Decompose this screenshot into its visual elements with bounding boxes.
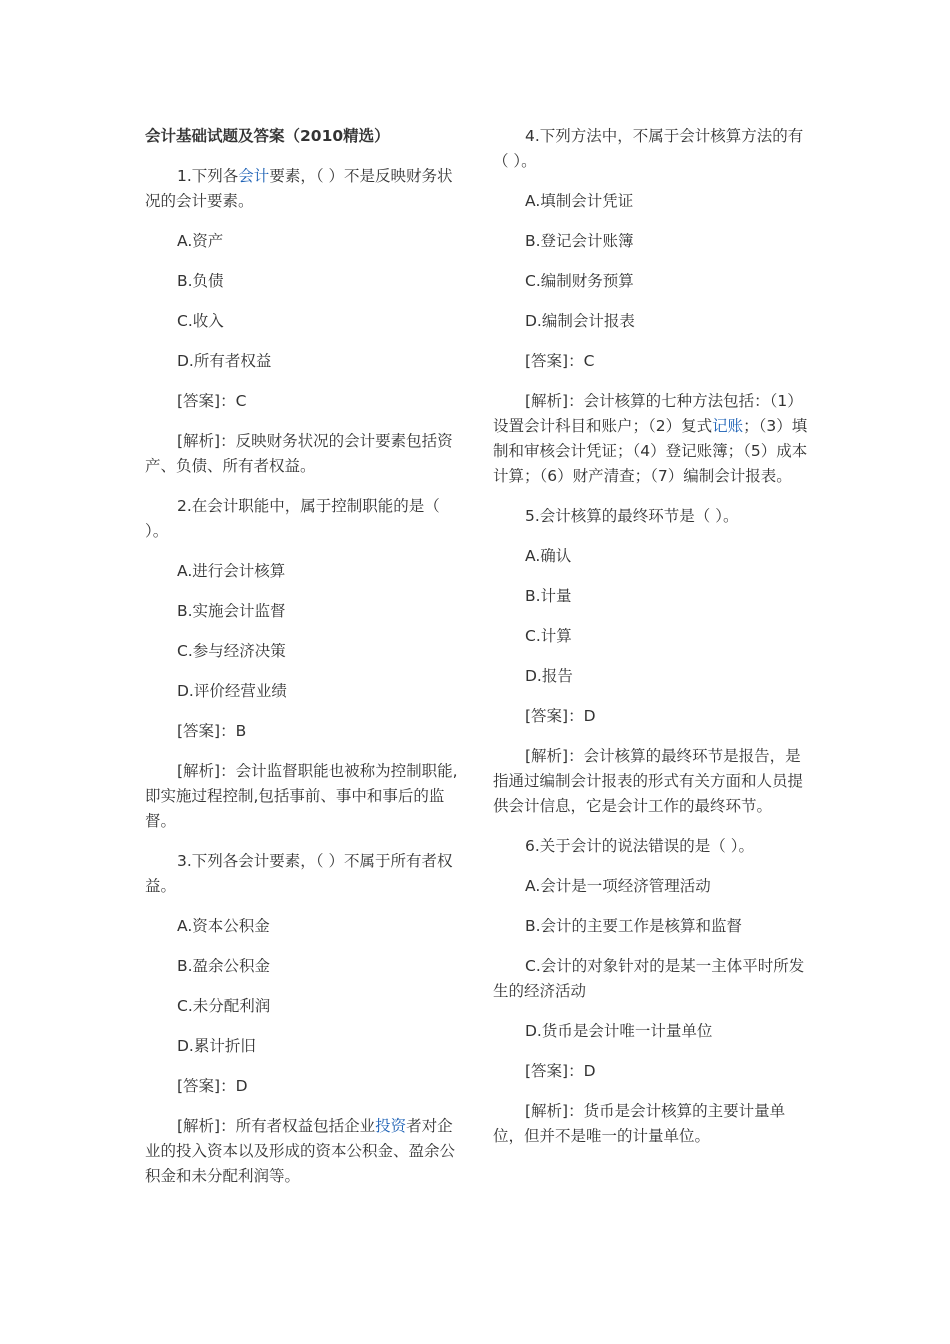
answer-option: C.计算 — [525, 627, 572, 645]
analysis-text-start: [解析]：反映财务状况的会计要素包括资产、负债、所有者权益。 — [145, 432, 453, 475]
answer-option: B.实施会计监督 — [177, 602, 286, 620]
analysis-text-rest: 者对企业的投入资本以及形成的资本公积金、盈余公积金和未分配利润等。 — [145, 1117, 456, 1185]
answer-option: C.编制财务预算 — [525, 272, 634, 290]
question-stem — [145, 494, 461, 544]
answer-option: C.未分配利润 — [177, 997, 271, 1015]
analysis-text-start: [解析]：所有者权益包括企业 — [177, 1117, 376, 1135]
analysis-text — [145, 429, 461, 479]
analysis-text-start: [解析]：会计核算的七种方法包括：（1）设置会计科目和账户；（2）复式 — [493, 392, 803, 435]
question-stem-text: 5.会计核算的最终环节是（ ）。 — [525, 507, 739, 525]
answer-option: B.会计的主要工作是核算和监督 — [525, 917, 743, 935]
analysis-text — [145, 1114, 461, 1189]
analysis-link[interactable]: 投资 — [375, 1117, 407, 1135]
analysis-link[interactable]: 记账 — [712, 417, 744, 435]
question-block — [145, 494, 461, 834]
left-column — [145, 124, 461, 1204]
answer-option: D.累计折旧 — [177, 1037, 256, 1055]
question-block — [145, 164, 461, 479]
analysis-text — [493, 744, 809, 819]
answer-key: [答案]：B — [177, 722, 247, 740]
analysis-text — [145, 759, 461, 834]
analysis-text — [493, 389, 809, 489]
question-stem-text: 3.下列各会计要素，（ ）不属于所有者权益。 — [145, 852, 453, 895]
question-stem-text-rest: 要素，（ ）不是反映财务状况的会计要素。 — [145, 167, 453, 210]
question-block — [493, 124, 809, 489]
document-title: 会计基础试题及答案（2010精选） — [145, 127, 390, 145]
answer-option: B.登记会计账簿 — [525, 232, 634, 250]
answer-option: A.会计是一项经济管理活动 — [525, 877, 711, 895]
answer-option: B.盈余公积金 — [177, 957, 271, 975]
question-block — [493, 504, 809, 819]
answer-option: B.负债 — [177, 272, 224, 290]
question-stem — [493, 834, 809, 859]
analysis-text — [493, 1099, 809, 1149]
question-stem — [493, 124, 809, 174]
question-stem-link[interactable]: 会计 — [238, 167, 270, 185]
answer-option: A.资产 — [177, 232, 224, 250]
question-block — [145, 849, 461, 1189]
question-stem-text: 1.下列各 — [177, 167, 239, 185]
question-stem — [493, 504, 809, 529]
analysis-text-start: [解析]：货币是会计核算的主要计量单位，但并不是唯一的计量单位。 — [493, 1102, 786, 1145]
analysis-text-rest: ；（3）填制和审核会计凭证；（4）登记账簿；（5）成本计算；（6）财产清查；（7）编制会计报表。 — [493, 417, 808, 485]
answer-option: D.编制会计报表 — [525, 312, 635, 330]
answer-option: C.参与经济决策 — [177, 642, 286, 660]
question-stem-text: 4.下列方法中，不属于会计核算方法的有（ ）。 — [493, 127, 804, 170]
question-stem — [145, 849, 461, 899]
analysis-text-start: [解析]：会计核算的最终环节是报告，是指通过编制会计报表的形式有关方面和人员提供会计信息，它是会计工作的最终环节。 — [493, 747, 804, 815]
answer-key: [答案]：C — [525, 352, 595, 370]
answer-option: A.填制会计凭证 — [525, 192, 634, 210]
answer-key: [答案]：C — [177, 392, 247, 410]
answer-key: [答案]：D — [525, 707, 596, 725]
question-stem — [145, 164, 461, 214]
answer-option: D.评价经营业绩 — [177, 682, 287, 700]
answer-option: A.确认 — [525, 547, 572, 565]
question-stem-text: 2.在会计职能中，属于控制职能的是（ ）。 — [145, 497, 440, 540]
answer-option: A.进行会计核算 — [177, 562, 286, 580]
answer-option: D.货币是会计唯一计量单位 — [525, 1022, 713, 1040]
answer-option: D.所有者权益 — [177, 352, 272, 370]
answer-option: D.报告 — [525, 667, 573, 685]
right-column — [493, 124, 809, 1164]
answer-key: [答案]：D — [525, 1062, 596, 1080]
analysis-text-start: [解析]：会计监督职能也被称为控制职能,即实施过程控制,包括事前、事中和事后的监督。 — [145, 762, 458, 830]
answer-option: A.资本公积金 — [177, 917, 270, 935]
question-block — [493, 834, 809, 1149]
answer-option: C.收入 — [177, 312, 224, 330]
answer-option: B.计量 — [525, 587, 572, 605]
answer-key: [答案]：D — [177, 1077, 248, 1095]
answer-option: C.会计的对象针对的是某一主体平时所发生的经济活动 — [493, 957, 805, 1000]
question-stem-text: 6.关于会计的说法错误的是（ ）。 — [525, 837, 754, 855]
